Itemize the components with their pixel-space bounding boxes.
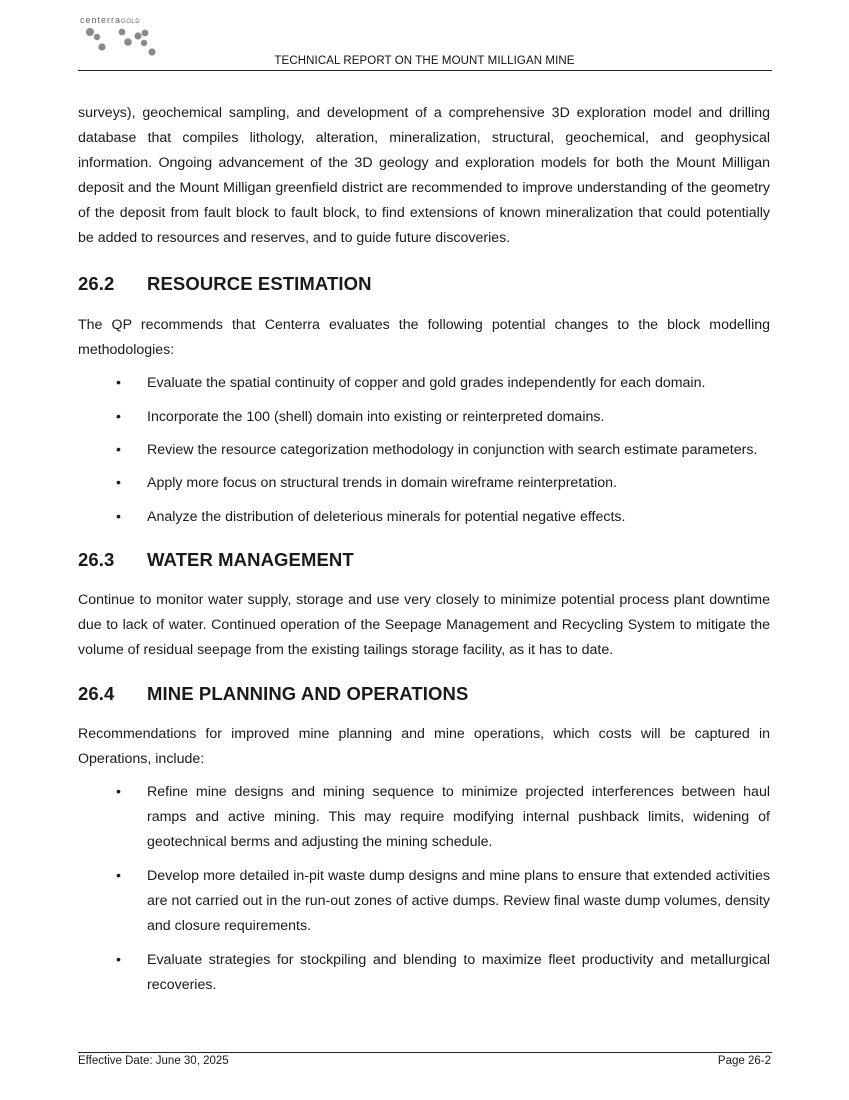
- list-item: • Incorporate the 100 (shell) domain into existing or reinterpreted domains.: [116, 409, 605, 425]
- effective-date: Effective Date: June 30, 2025: [78, 1055, 229, 1067]
- section-heading-26-3: 26.3 WATER MANAGEMENT: [78, 549, 354, 570]
- intro-paragraph: surveys), geochemical sampling, and development of a comprehensive 3D exploration model and drilling database that compiles lithology, alteration, mineralization, structural, geochemical, and geophysical information. Ongoing advancement of the 3D geology and exploration models for both the Mount Milligan deposit and the Mount Milligan greenfield district are recommended to improve understanding of the geometry of the deposit from fault block to fault block, to find extensions of known mineralization that could potentially be added to resources and reserves, and to guide future discoveries.: [78, 105, 770, 246]
- section-26-3-paragraph: Continue to monitor water supply, storage and use very closely to minimize potential process plant downtime due to lack of water. Continued operation of the Seepage Management and Recycling System to mitigate the volume of residual seepage from the existing tailings storage facility, as it has to date.: [78, 592, 770, 658]
- section-heading-26-4: 26.4 MINE PLANNING AND OPERATIONS: [78, 683, 469, 704]
- list-item: • Refine mine designs and mining sequence to minimize projected interferences between haul ramps and active mining. This may require modifying internal pushback limits, widening of geotechnical berms and adjusting the mining schedule.: [116, 784, 770, 850]
- section-heading-26-2: 26.2 RESOURCE ESTIMATION: [78, 273, 372, 294]
- section-26-4-intro: Recommendations for improved mine planning and mine operations, which costs will be captured in Operations, include:: [78, 726, 770, 767]
- list-item: • Evaluate the spatial continuity of copper and gold grades independently for each domain.: [116, 375, 706, 391]
- logo-wordmark: centerraGOLD: [80, 15, 141, 25]
- section-26-2-intro: The QP recommends that Centerra evaluates the following potential changes to the block modelling methodologies:: [78, 317, 770, 358]
- document-header-title: TECHNICAL REPORT ON THE MOUNT MILLIGAN MINE: [274, 55, 575, 67]
- resource-estimation-list: [78, 371, 770, 530]
- header-rule: [78, 70, 772, 71]
- list-item: • Apply more focus on structural trends in domain wireframe reinterpretation.: [116, 475, 617, 491]
- page-number: Page 26-2: [717, 1055, 771, 1067]
- page-body: [78, 101, 770, 998]
- list-item: • Evaluate strategies for stockpiling and blending to maximize fleet productivity and metallurgical recoveries.: [116, 952, 770, 993]
- list-item: • Analyze the distribution of deleterious minerals for potential negative effects.: [116, 509, 626, 525]
- footer-rule: [78, 1052, 772, 1053]
- list-item: • Develop more detailed in-pit waste dump designs and mine plans to ensure that extended activities are not carried out in the run-out zones of active dumps. Review final waste dump volumes, density and closure requirements.: [116, 868, 770, 934]
- list-item: • Review the resource categorization methodology in conjunction with search estimate parameters.: [116, 442, 758, 458]
- mine-planning-list: [78, 780, 770, 998]
